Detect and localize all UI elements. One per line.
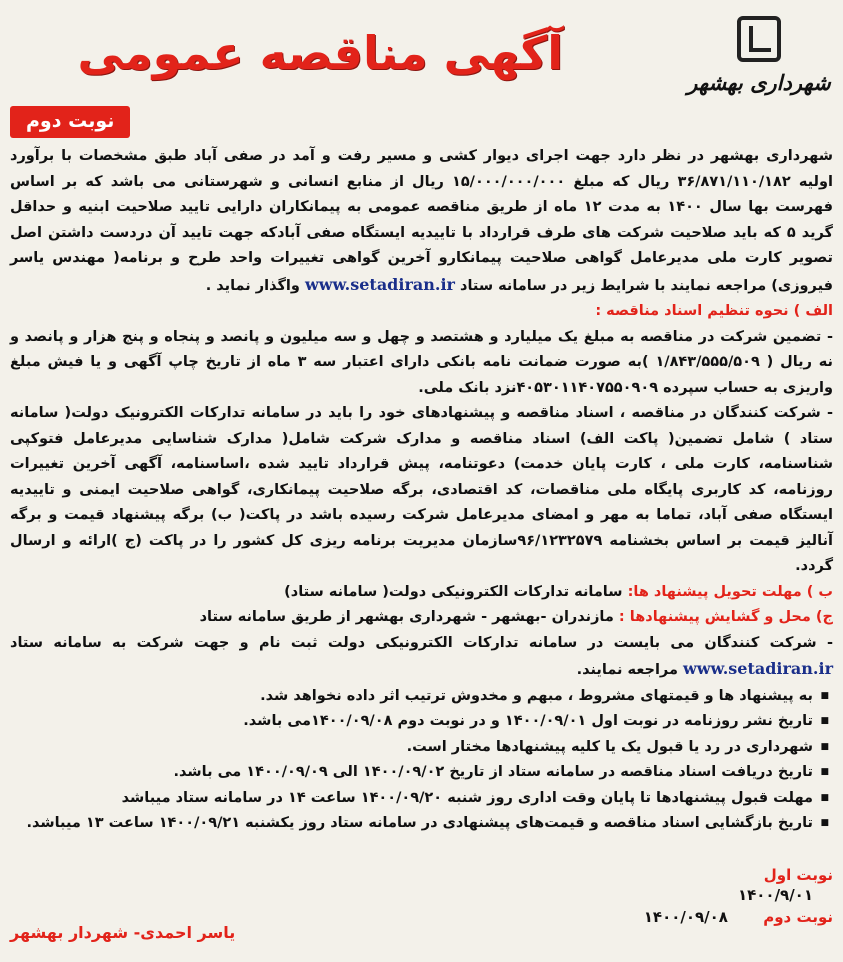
section-c-heading: ج) محل و گشایش پیشنهادها :: [618, 609, 833, 625]
round2-label: نوبت دوم: [763, 908, 833, 926]
registration-paragraph: [10, 631, 833, 684]
conditions-list: [10, 684, 833, 837]
list-item: ■ مهلت قبول پیشنهادها تا پایان وقت اداری روز شنبه ۱۴۰۰/۰۹/۲۰ ساعت ۱۴ در سامانه ستاد میباشد: [10, 786, 833, 812]
list-item: ■ تاریخ دریافت اسناد مناقصه در سامانه ستاد از تاریخ ۱۴۰۰/۰۹/۰۲ الی ۱۴۰۰/۰۹/۰۹ می باشد.: [10, 760, 833, 786]
notice-header: [10, 6, 833, 144]
section-a-heading: الف ) نحوه تنظیم اسناد مناقصه :: [595, 303, 833, 319]
intro-paragraph: [10, 144, 833, 299]
documents-paragraph: - شرکت کنندگان در مناقصه ، اسناد مناقصه و پیشنهادهای خود را باید در سامانه تدارکات الکترونیک دولت( سامانه ستاد ) شامل تضمین( پاکت الف) اسناد مناقصه و مدارک شرکت شامل( مدارک شناسایی مدیرعامل فتوکپی شناسنامه، کارت ملی ، کارت پایان خدمت) دعوتنامه، پیش قرارداد تایید شده ،اساسنامه، آگهی آخرین تغییرات روزنامه، کد کاربری پایگاه ملی مناقصات، کد اقتصادی، برگه صلاحیت پیمانکاری، گواهی صلاحیت ایمنی و تاییدیه ایستگاه صفی آباد، تماما به مهر و امضای مدیرعامل شرکت رسیده باشد در پاکت( ب) برگه پیشنهاد قیمت و برگه آنالیز قیمت بر اساس بخشنامه ۹۶/۱۲۳۲۵۷۹سازمان مدیریت برنامه ریزی کل کشور را در پاکت (ج )ارائه و ارسال گردد.: [10, 405, 833, 574]
municipality-emblem-icon: [737, 16, 781, 62]
round1-line: [764, 866, 833, 884]
signer: یاسر احمدی- شهردار بهشهر: [10, 923, 236, 942]
registration-text: - شرکت کنندگان می بایست در سامانه تدارکات الکترونیکی دولت ثبت نام و جهت شرکت به سامانه ستاد: [10, 634, 833, 651]
round2-line: [644, 908, 833, 926]
setad-link-2[interactable]: www.setadiran.ir: [683, 659, 833, 678]
list-item: ■ تاریخ نشر روزنامه در نوبت اول ۱۴۰۰/۰۹/۰۱ و در نوبت دوم ۱۴۰۰/۰۹/۰۸می باشد.: [10, 709, 833, 735]
notice-body: [10, 144, 833, 837]
municipality-logo: [687, 16, 831, 124]
section-c-value: مازندران -بهشهر - شهرداری بهشهر از طریق سامانه ستاد: [199, 609, 614, 625]
section-b-value: سامانه تدارکات الکترونیکی دولت( سامانه ستاد): [284, 583, 623, 600]
list-item: ■ شهرداری در رد یا قبول یک یا کلیه پیشنهادها مختار است.: [10, 735, 833, 761]
logo-text: شهرداری بهشهر: [687, 70, 831, 95]
round2-date: ۱۴۰۰/۰۹/۰۸: [643, 908, 728, 926]
notice-footer: [10, 862, 833, 952]
round1-date: ۱۴۰۰/۹/۰۱: [737, 886, 813, 904]
round1-label: نوبت اول: [763, 866, 833, 884]
list-item: ■ تاریخ بازگشایی اسناد مناقصه و قیمت‌های پیشنهادی در سامانه ستاد روز یکشنبه ۱۴۰۰/۰۹/۲۱ ساعت ۱۳ میباشد.: [10, 811, 833, 837]
guarantee-paragraph: - تضمین شرکت در مناقصه به مبلغ یک میلیارد و هشتصد و چهل و سه میلیون و پانصد و پنجاه و پنج هزار و پانصد و نه ریال ( ۱/۸۴۳/۵۵۵/۵۰۹ )به صورت ضمانت نامه بانکی دارای اعتبار سه ۳ ماه از تاریخ چاپ آگهی و یا فیش مبلغ واریزی به حساب سپرده ۴۰۵۳۰۱۱۴۰۷۵۵۰۹۰۹نزد بانک ملی.: [10, 328, 834, 396]
notice-title: آگهی مناقصه عمومی: [77, 26, 563, 80]
registration-tail: مراجعه نمایند.: [576, 662, 678, 678]
setad-link[interactable]: www.setadiran.ir: [304, 274, 455, 294]
intro-text: شهرداری بهشهر در نظر دارد جهت اجرای دیوار کشی و مسیر رفت و آمد در صفی آباد طبق مشخصات با برآورد اولیه ۳۶/۸۷۱/۱۱۰/۱۸۲ ریال که مبلغ ۱۵/۰۰۰/۰۰۰/۰۰۰ ریال از منابع انسانی و شهرستانی می باشد که بر اساس فهرست بها سال ۱۴۰۰ به مدت ۱۲ ماه از طریق مناقصه عمومی به پیمانکاران دارایی تایید صلاحیت ابنیه و حداقل گرید ۵ که باید صلاحیت شرکت های طرف قرارداد با تاییدیه ایستگاه صفی آبادکه جهت تایید آن دردست داشتن اصل تصویر کارت ملی مدیرعامل گواهی صلاحیت پیمانکارو آخرین گواهی تغییرات واحد طرح و برنامه( مهندس یاسر فیروزی) مراجعه نمایند با شرایط زیر در سامانه ستاد: [10, 148, 833, 294]
section-b: [10, 580, 833, 606]
section-b-heading: ب ) مهلت تحویل پیشنهاد ها:: [627, 583, 833, 600]
list-item: ■ به پیشنهاد ها و قیمتهای مشروط ، مبهم و مخدوش ترتیب اثر داده نخواهد شد.: [10, 684, 833, 710]
section-c: [10, 605, 833, 631]
round-badge: نوبت دوم: [10, 106, 130, 138]
intro-tail: واگذار نماید .: [205, 277, 300, 294]
